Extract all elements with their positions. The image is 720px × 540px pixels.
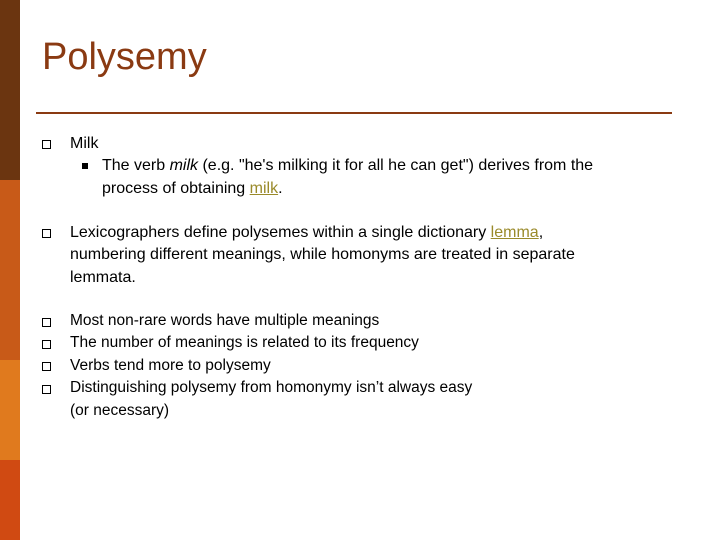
- sub-bullet-italic: milk: [169, 157, 199, 174]
- title-divider: [36, 112, 672, 114]
- milk-link[interactable]: milk: [249, 180, 279, 197]
- bullet2-line1-prefix: Lexicographers define polysemes within a single dictionary: [70, 224, 491, 241]
- side-bar-segment-mid: [0, 180, 20, 360]
- bullet-lexicographers-line3: lemmata.: [70, 269, 136, 286]
- lemma-link[interactable]: lemma: [490, 224, 539, 241]
- side-bar-segment-bottom: [0, 460, 20, 540]
- side-bar-segment-lower: [0, 360, 20, 460]
- side-bar-segment-top: [0, 0, 20, 180]
- bullet-item: Distinguishing polysemy from homonymy isn’t always easy: [70, 379, 473, 396]
- sub-bullet-line1: [102, 155, 593, 177]
- side-color-bar: [0, 0, 20, 540]
- bullet-icon: [42, 229, 51, 238]
- sub-bullet-line2-suffix: .: [278, 180, 283, 197]
- sub-bullet-icon: [82, 163, 88, 169]
- bullet-icon: [42, 318, 51, 327]
- bullet-item-continuation: (or necessary): [70, 402, 170, 419]
- sub-bullet-line2: [102, 178, 283, 200]
- bullet-item: Most non-rare words have multiple meanings: [70, 312, 380, 329]
- sub-bullet-prefix: The verb: [102, 157, 170, 174]
- bullet-lexicographers-line1: [70, 222, 543, 244]
- bullet-icon: [42, 140, 51, 149]
- bullet-lexicographers-line2: numbering different meanings, while homonyms are treated in separate: [70, 246, 575, 263]
- slide-title: Polysemy: [42, 36, 207, 78]
- bullet-icon: [42, 362, 51, 371]
- bullet-item: The number of meanings is related to its frequency: [70, 334, 419, 351]
- bullet-icon: [42, 340, 51, 349]
- sub-bullet-middle: (e.g. "he's milking it for all he can get") derives from the: [198, 157, 594, 174]
- bullet2-line1-suffix: ,: [538, 224, 544, 241]
- bullet-item: Verbs tend more to polysemy: [70, 357, 271, 374]
- bullet-icon: [42, 385, 51, 394]
- bullet-milk-label: Milk: [70, 135, 99, 152]
- sub-bullet-line2-prefix: process of obtaining: [102, 180, 250, 197]
